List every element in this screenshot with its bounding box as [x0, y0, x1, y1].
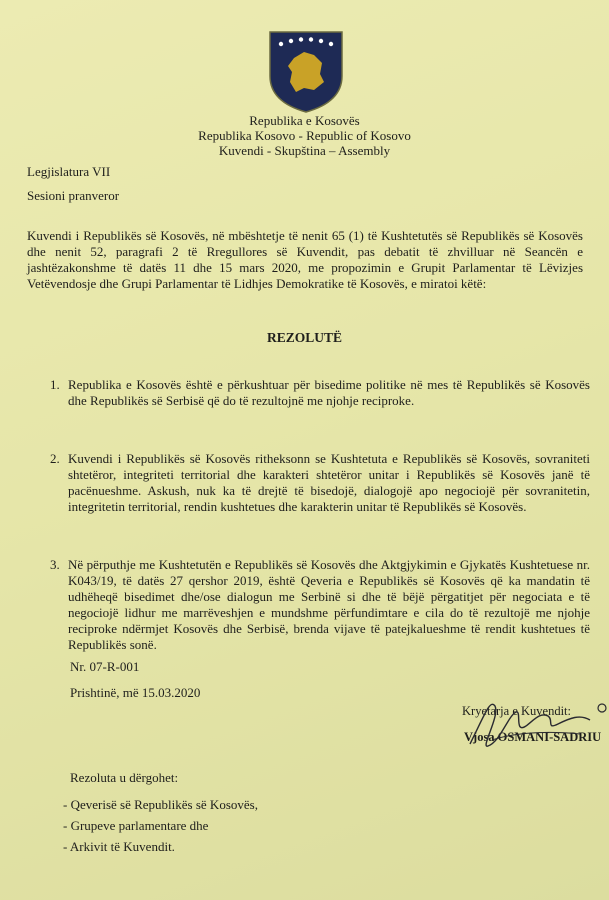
recipient-item: - Qeverisë së Republikës së Kosovës,	[63, 797, 258, 812]
kosovo-coat-of-arms-icon	[268, 30, 344, 114]
signatory-label: Kryetarja e Kuvendit:	[462, 704, 571, 718]
item-number: 3.	[50, 557, 60, 572]
item-number: 1.	[50, 377, 60, 392]
header-assembly: Kuvendi - Skupština – Assembly	[218, 143, 391, 158]
item-number: 2.	[50, 451, 60, 466]
item-text: Në përputhje me Kushtetutën e Republikës së Kosovës dhe Aktgjykimin e Gjykatës Kushtetuese nr. K043/19, të datës 27 qershor 2019, është Qeveria e Republikës së Kosovës që ka mandatin të udhëheqë bisedimet dhe/ose dialogun me Serbinë si dhe të bëjë përgatitjet për negociata e të negociojë lidhur me marrëveshjen e mundshme përfundimtare e cila do të rezultojë me njohje reciproke ndërmjet Kosovës dhe Serbisë, brenda vijave të patejkalueshme të rendit kushtetues të Republikës sonë.	[68, 557, 590, 652]
recipients-heading: Rezoluta u dërgohet:	[70, 770, 179, 785]
intro-paragraph: Kuvendi i Republikës së Kosovës, në mbështetje të nenit 65 (1) të Kushtetutës së Republikës së Kosovës dhe nenit 52, paragrafi 2 të Rregullores së Kuvendit, pas debatit të zhvilluar në Seancën e jashtëzakonshme të datës 11 dhe 15 mars 2020, me propozimin e Grupit Parlamentar të Lëvizjes Vetëvendosje dhe Grupi Parlamentar të Lidhjes Demokratike të Kosovës, e miratoi këtë:	[27, 228, 583, 291]
signatory-name: Vjosa OSMANI-SADRIU	[464, 730, 602, 744]
item-text: Republika e Kosovës është e përkushtuar për bisedime politike në mes të Republikës së Kosovës dhe Republikës së Serbisë që do të rezultojnë me njohje reciproke.	[68, 377, 590, 408]
resolution-item	[50, 451, 590, 515]
handwritten-signature	[430, 694, 609, 764]
document-number: Nr. 07-R-001	[70, 659, 140, 674]
resolution-item	[50, 377, 590, 409]
header-country: Republika e Kosovës	[249, 113, 360, 128]
resolution-item	[50, 557, 590, 653]
legislature-label: Legjislatura VII	[27, 164, 111, 179]
recipient-item: - Arkivit të Kuvendit.	[63, 839, 175, 854]
item-text: Kuvendi i Republikës së Kosovës ritheksonn se Kushtetuta e Republikës së Kosovës, sovraniteti shtetëror, integriteti territorial dhe karakteri shtetëror unitar i Republikës së Kosovës janë të pacënueshme. Askush, nuk ka të drejtë të bisedojë, dialogojë apo negociojë për sovranitetin, integritetin territorial, rendin kushtetues dhe karakterin unitar të Republikës së Kosovës.	[68, 451, 590, 514]
place-date: Prishtinë, më 15.03.2020	[70, 685, 201, 700]
document-title: REZOLUTË	[266, 330, 343, 345]
session-label: Sesioni pranveror	[27, 188, 120, 203]
header-country-languages: Republika Kosovo - Republic of Kosovo	[198, 128, 411, 143]
recipient-item: - Grupeve parlamentare dhe	[63, 818, 209, 833]
